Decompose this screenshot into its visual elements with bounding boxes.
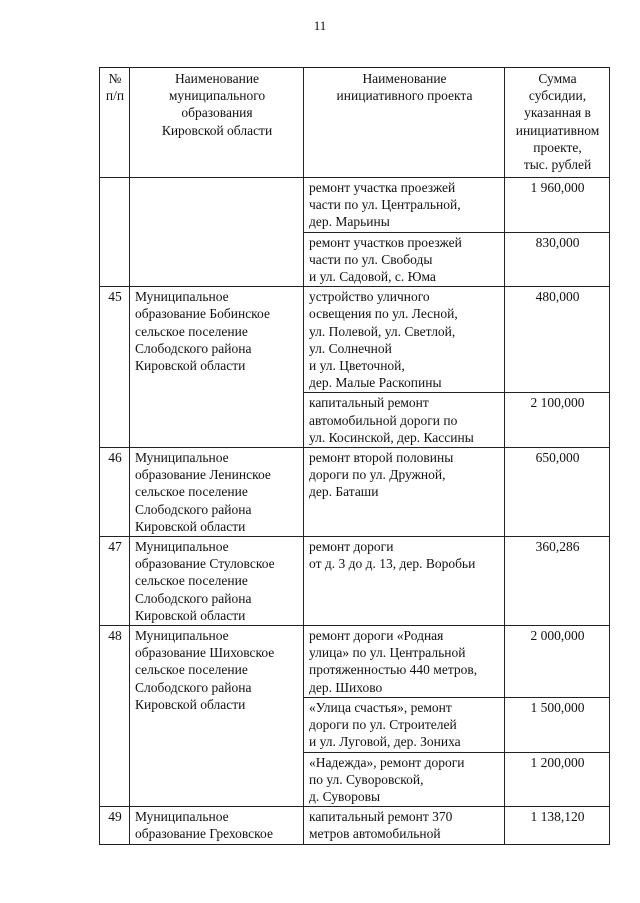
table-header-row	[100, 68, 610, 178]
municipality-name: Муниципальное образование Стуловское сельское поселение Слободского района Кировской области	[130, 537, 304, 626]
subsidy-sum: 480,000	[505, 287, 610, 393]
project-name: ремонт дороги «Родная улица» по ул. Центральной протяженностью 440 метров, дер. Шихово	[304, 626, 505, 698]
header-number: № п/п	[100, 68, 130, 178]
project-name: капитальный ремонт 370 метров автомобильной	[304, 807, 505, 844]
subsidy-sum: 360,286	[505, 537, 610, 626]
subsidy-sum: 1 960,000	[505, 178, 610, 233]
subsidy-table	[99, 67, 610, 845]
project-name: капитальный ремонт автомобильной дороги по ул. Косинской, дер. Кассины	[304, 393, 505, 448]
project-name: устройство уличного освещения по ул. Лесной, ул. Полевой, ул. Светлой, ул. Солнечной и ул. Цветочной, дер. Малые Раскопины	[304, 287, 505, 393]
subsidy-sum: 830,000	[505, 232, 610, 287]
project-name: ремонт участков проезжей части по ул. Свободы и ул. Садовой, с. Юма	[304, 232, 505, 287]
subsidy-sum: 2 000,000	[505, 626, 610, 698]
subsidy-sum: 1 200,000	[505, 752, 610, 807]
row-number: 45	[100, 287, 130, 448]
subsidy-sum: 2 100,000	[505, 393, 610, 448]
header-sum: Сумма субсидии, указанная в инициативном проекте, тыс. рублей	[505, 68, 610, 178]
row-number: 49	[100, 807, 130, 844]
table-row	[100, 537, 610, 626]
row-number: 48	[100, 626, 130, 807]
project-name: «Надежда», ремонт дороги по ул. Суворовской, д. Суворовы	[304, 752, 505, 807]
project-name: «Улица счастья», ремонт дороги по ул. Строителей и ул. Луговой, дер. Зониха	[304, 697, 505, 752]
row-number	[100, 178, 130, 287]
subsidy-sum: 1 500,000	[505, 697, 610, 752]
project-name: ремонт дороги от д. 3 до д. 13, дер. Воробьи	[304, 537, 505, 626]
subsidy-sum: 650,000	[505, 448, 610, 537]
page-number: 11	[313, 18, 327, 33]
header-project: Наименование инициативного проекта	[304, 68, 505, 178]
project-name: ремонт второй половины дороги по ул. Дружной, дер. Баташи	[304, 448, 505, 537]
table-row	[100, 448, 610, 537]
municipality-name	[130, 178, 304, 287]
municipality-name: Муниципальное образование Бобинское сельское поселение Слободского района Кировской области	[130, 287, 304, 448]
row-number: 46	[100, 448, 130, 537]
subsidy-sum: 1 138,120	[505, 807, 610, 844]
project-name: ремонт участка проезжей части по ул. Центральной, дер. Марьины	[304, 178, 505, 233]
table-row	[100, 287, 610, 393]
header-municipality: Наименование муниципального образования Кировской области	[130, 68, 304, 178]
table-row	[100, 807, 610, 844]
municipality-name: Муниципальное образование Шиховское сельское поселение Слободского района Кировской области	[130, 626, 304, 807]
row-number: 47	[100, 537, 130, 626]
table-row	[100, 626, 610, 698]
municipality-name: Муниципальное образование Греховское	[130, 807, 304, 844]
table-row	[100, 178, 610, 233]
municipality-name: Муниципальное образование Ленинское сельское поселение Слободского района Кировской области	[130, 448, 304, 537]
